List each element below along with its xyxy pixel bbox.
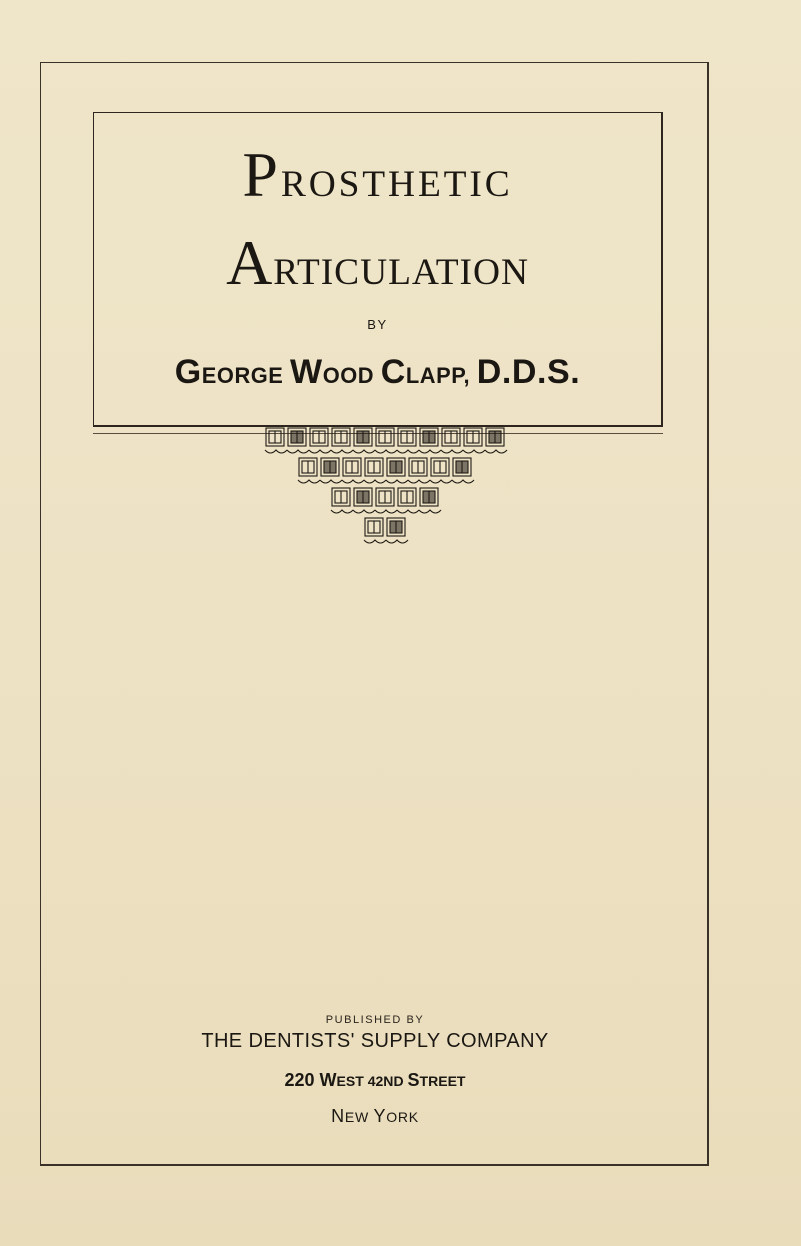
title-line-2 [94,226,661,300]
title-line-1-text: PROSTHETIC [242,139,513,210]
outer-rule-top [40,62,708,63]
title-box [93,112,663,427]
publisher-name [0,1030,750,1053]
outer-rule-left [40,62,41,1166]
author-name-text: GEORGE WOOD CLAPP, D.D.S. [174,353,581,391]
inverted-triangle-fleuron-ornament-icon [250,424,520,574]
outer-rule-right [707,62,709,1166]
publisher-city-text: NEW YORK [331,1106,419,1126]
title-line-1 [94,138,661,212]
outer-rule-bottom [40,1164,708,1166]
publisher-city [0,1106,750,1127]
publisher-address-text: 220 WEST 42ND STREET [284,1070,466,1090]
author-name [94,353,661,392]
by-label: BY [367,317,388,332]
publisher-address [0,1070,750,1091]
published-by-label: PUBLISHED BY [325,1014,425,1026]
title-line-2-text: ARTICULATION [226,227,529,298]
publisher-name-text: THE DENTISTS' SUPPLY COMPANY [201,1030,549,1052]
